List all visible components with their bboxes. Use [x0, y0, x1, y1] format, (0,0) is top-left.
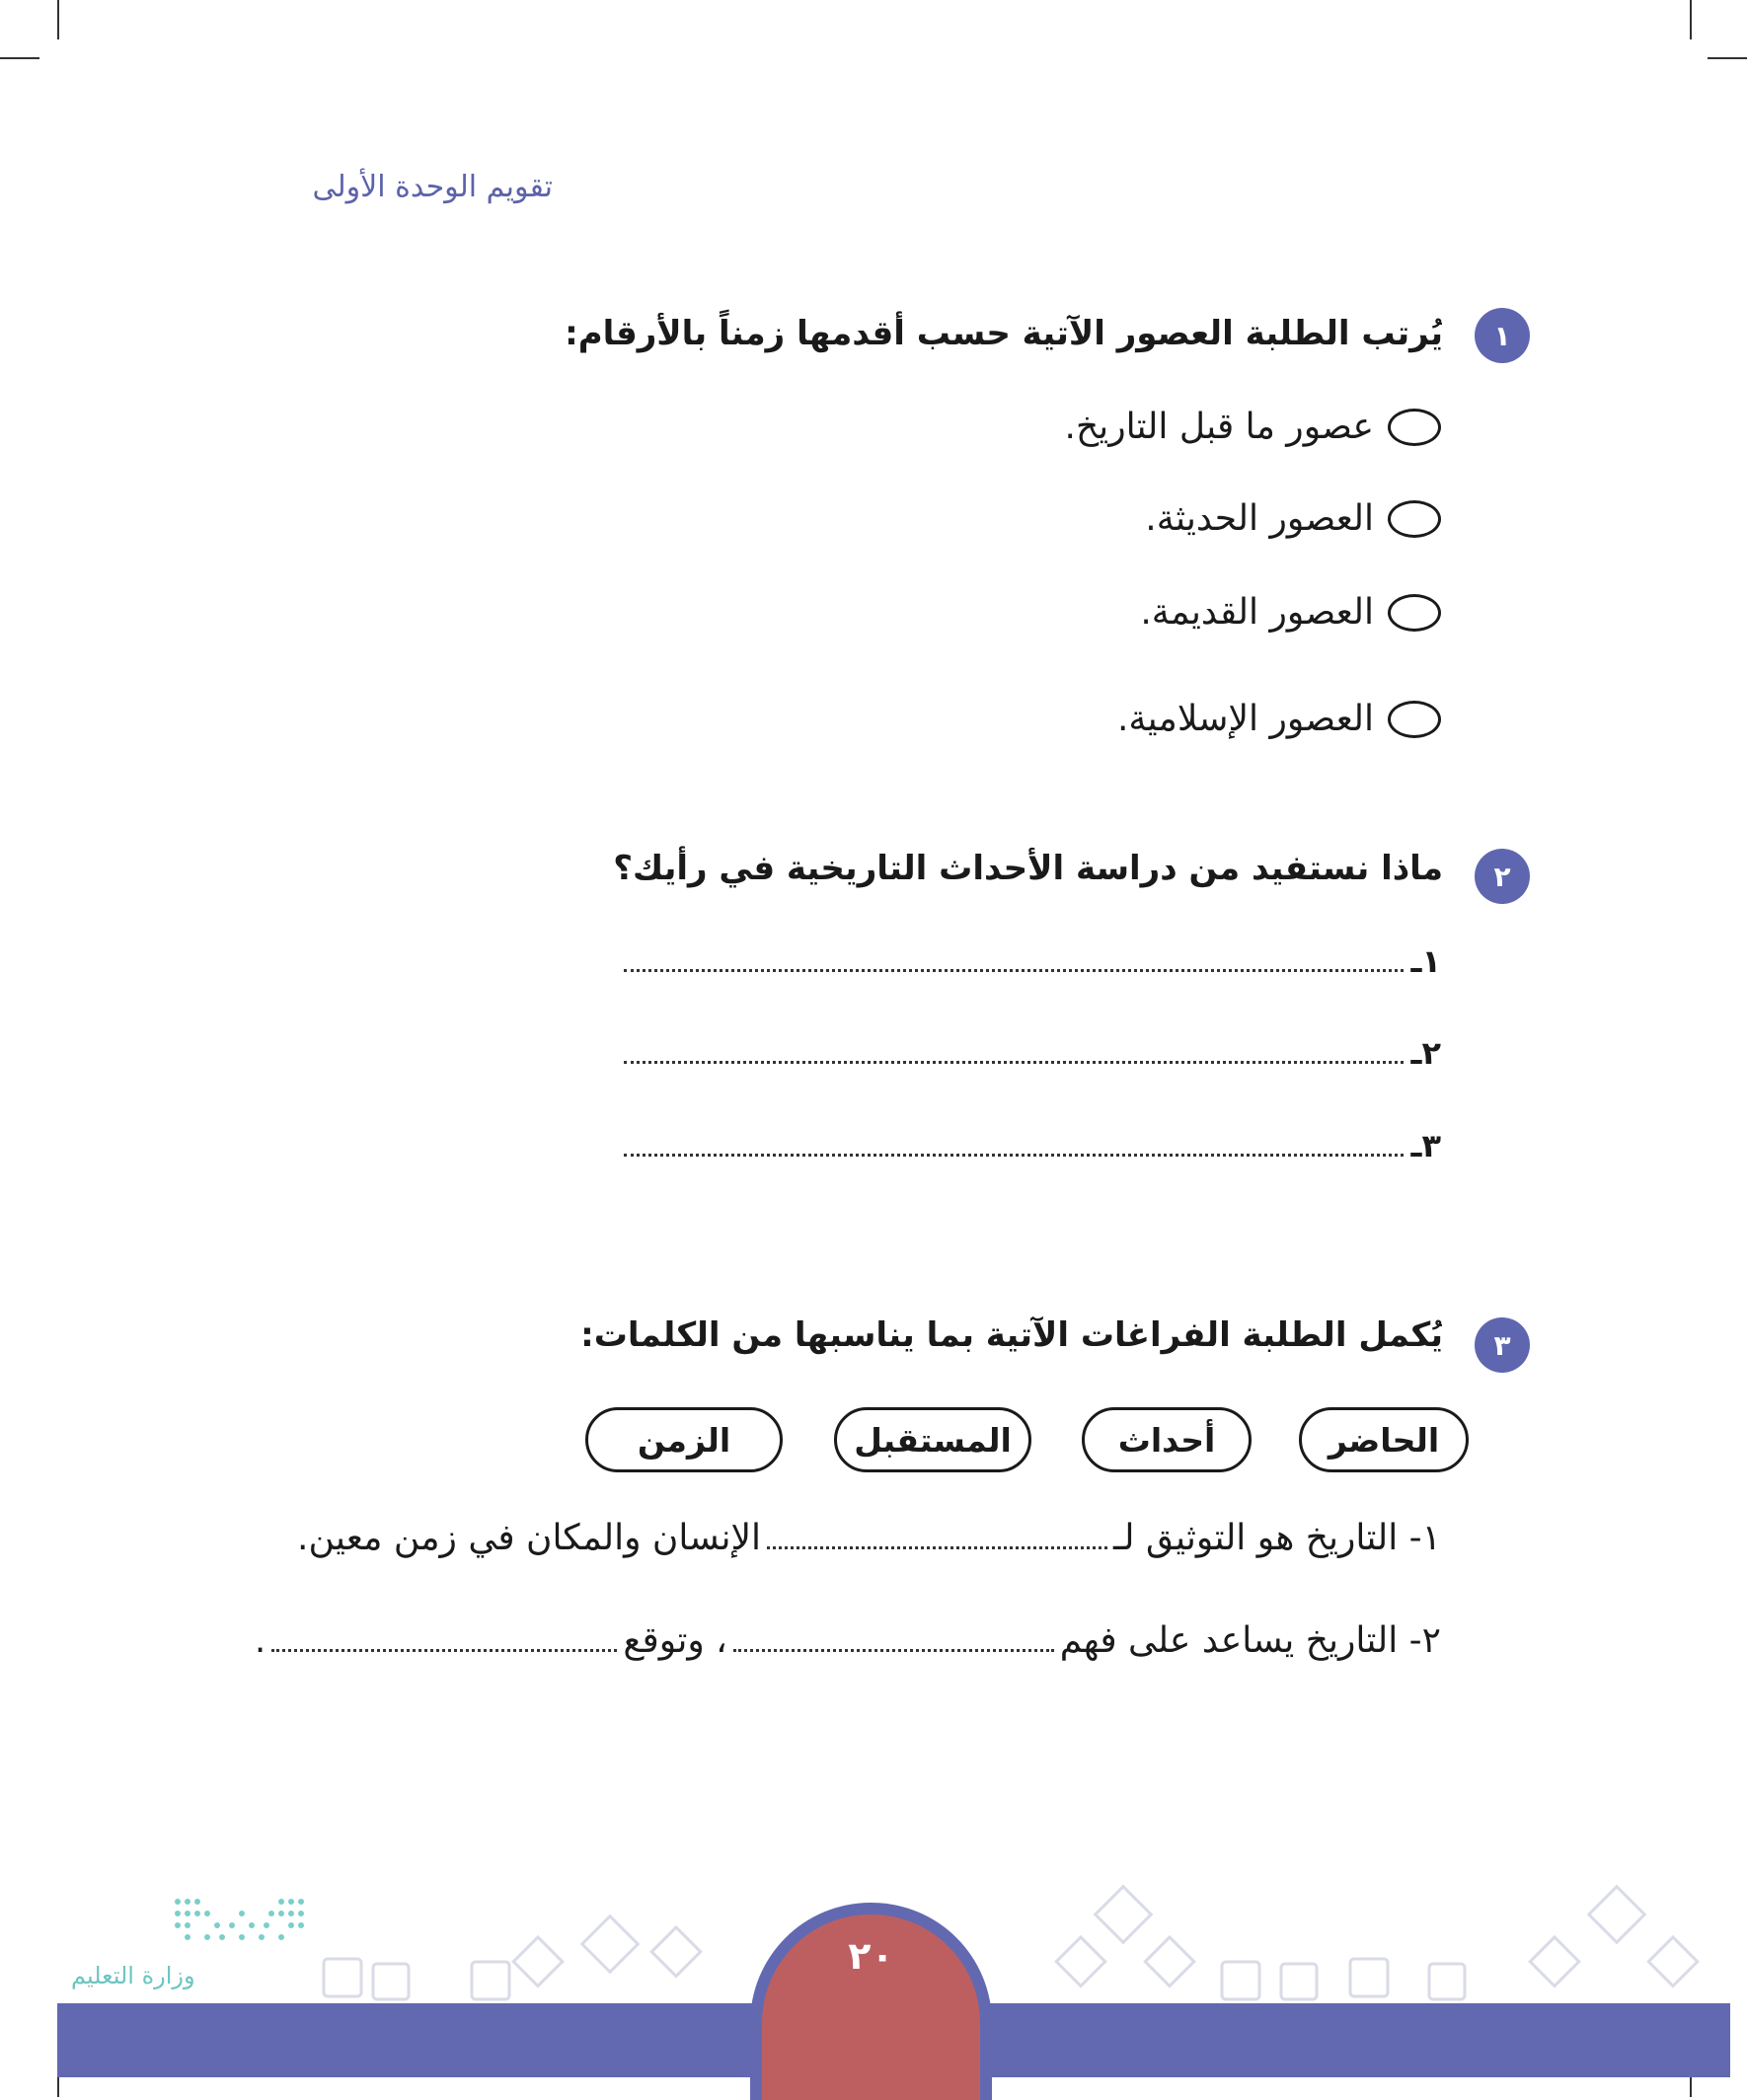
answer-line-field[interactable] — [624, 1146, 1404, 1157]
answer-line — [624, 1034, 1441, 1072]
answer-line-number: ٢ـ — [1410, 1034, 1441, 1072]
ministry-name: وزارة التعليم — [71, 1962, 195, 1989]
question-2-badge: ٢ — [1475, 849, 1530, 904]
order-option — [1117, 699, 1441, 739]
crop-mark — [57, 0, 59, 39]
page-number: ٢٠ — [848, 1934, 894, 1978]
unit-title: تقويم الوحدة الأولى — [312, 170, 553, 204]
order-input-oval[interactable] — [1388, 701, 1441, 738]
sentence-1-suffix: الإنسان والمكان في زمن معين. — [297, 1518, 761, 1558]
answer-line — [624, 1127, 1441, 1164]
question-2-text: ماذا نستفيد من دراسة الأحداث التاريخية في رأيك؟ — [613, 849, 1443, 888]
ministry-logo-icon — [69, 1890, 316, 1959]
order-input-oval[interactable] — [1388, 409, 1441, 446]
word-chip[interactable]: الحاضر — [1299, 1407, 1469, 1472]
fill-sentence-2 — [255, 1620, 1441, 1661]
word-chip[interactable]: أحداث — [1082, 1407, 1252, 1472]
answer-line-number: ١ـ — [1410, 942, 1441, 980]
word-chip[interactable]: الزمن — [585, 1407, 783, 1472]
question-1-badge: ١ — [1475, 308, 1530, 363]
option-label: العصور الإسلامية. — [1116, 699, 1374, 739]
order-option — [1140, 592, 1441, 633]
word-chip[interactable]: المستقبل — [834, 1407, 1031, 1472]
question-3-text: يُكمل الطلبة الفراغات الآتية بما يناسبها من الكلمات: — [580, 1315, 1443, 1355]
order-option — [1065, 407, 1442, 447]
crop-mark — [1708, 57, 1747, 59]
question-3-badge: ٣ — [1475, 1317, 1530, 1373]
sentence-1-prefix: ١- التاريخ هو التوثيق لـ — [1113, 1518, 1441, 1558]
crop-mark — [0, 57, 39, 59]
blank-field[interactable] — [767, 1538, 1107, 1549]
sentence-2-end: . — [254, 1620, 266, 1661]
sentence-2-prefix: ٢- التاريخ يساعد على فهم — [1059, 1620, 1441, 1661]
blank-field[interactable] — [733, 1641, 1054, 1652]
answer-line — [624, 942, 1441, 980]
question-1-text: يُرتب الطلبة العصور الآتية حسب أقدمها زمناً بالأرقام: — [565, 314, 1443, 353]
order-input-oval[interactable] — [1388, 594, 1441, 632]
blank-field[interactable] — [271, 1641, 617, 1652]
fill-sentence-1 — [297, 1518, 1441, 1558]
option-label: العصور الحديثة. — [1145, 498, 1374, 539]
answer-line-field[interactable] — [624, 1053, 1404, 1064]
sentence-2-middle: ، وتوقع — [623, 1620, 727, 1661]
crop-mark — [1690, 0, 1692, 39]
order-option — [1145, 498, 1441, 539]
order-input-oval[interactable] — [1388, 500, 1441, 538]
answer-line-number: ٣ـ — [1410, 1127, 1441, 1164]
option-label: عصور ما قبل التاريخ. — [1064, 407, 1374, 447]
option-label: العصور القديمة. — [1140, 592, 1374, 633]
answer-line-field[interactable] — [624, 961, 1404, 972]
